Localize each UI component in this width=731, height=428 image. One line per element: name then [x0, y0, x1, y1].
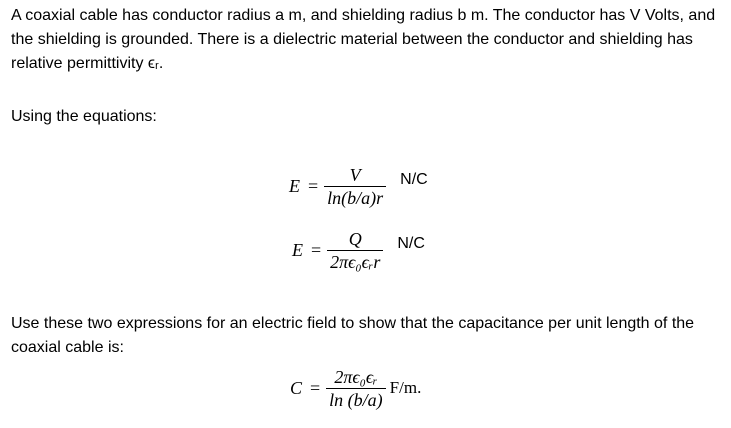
eq2-fraction — [327, 228, 383, 273]
eq2-lhs: E — [292, 240, 303, 260]
eq2-numerator: Q — [348, 229, 362, 249]
eq2-unit: N/C — [397, 234, 425, 252]
electric-field-equation-2 — [292, 228, 425, 273]
eq1-lhs: E — [289, 176, 300, 196]
eq3-equals: = — [310, 378, 321, 398]
eq3-lhs: C — [290, 378, 303, 398]
using-equations-label: Using the equations: — [11, 108, 157, 125]
eq3-fraction — [326, 366, 386, 411]
eq1-denominator: ln(b/a)r — [327, 188, 384, 208]
capacitance-instruction: Use these two expressions for an electric field to show that the capacitance per unit length of the coaxial cable is: — [11, 315, 695, 356]
eq3-denominator: ln (b/a) — [329, 390, 383, 410]
eq2-equals: = — [311, 240, 322, 260]
problem-intro: A coaxial cable has conductor radius a m, and shielding radius b m. The conductor has V Volts, and the shielding is grounded. There is a dielectric material between the conductor and shielding has relative permittivity ϵᵣ. — [11, 7, 716, 72]
eq1-unit: N/C — [400, 170, 428, 188]
eq1-equals: = — [308, 176, 319, 196]
eq3-unit: F/m. — [389, 377, 422, 397]
capacitance-equation — [290, 366, 421, 411]
eq2-denominator: 2πϵ₀ϵᵣr — [330, 252, 381, 272]
electric-field-equation-1 — [289, 164, 428, 209]
eq1-numerator: V — [349, 165, 361, 185]
eq3-numerator: 2πϵ₀ϵᵣ — [334, 367, 378, 387]
eq1-fraction — [324, 164, 386, 209]
